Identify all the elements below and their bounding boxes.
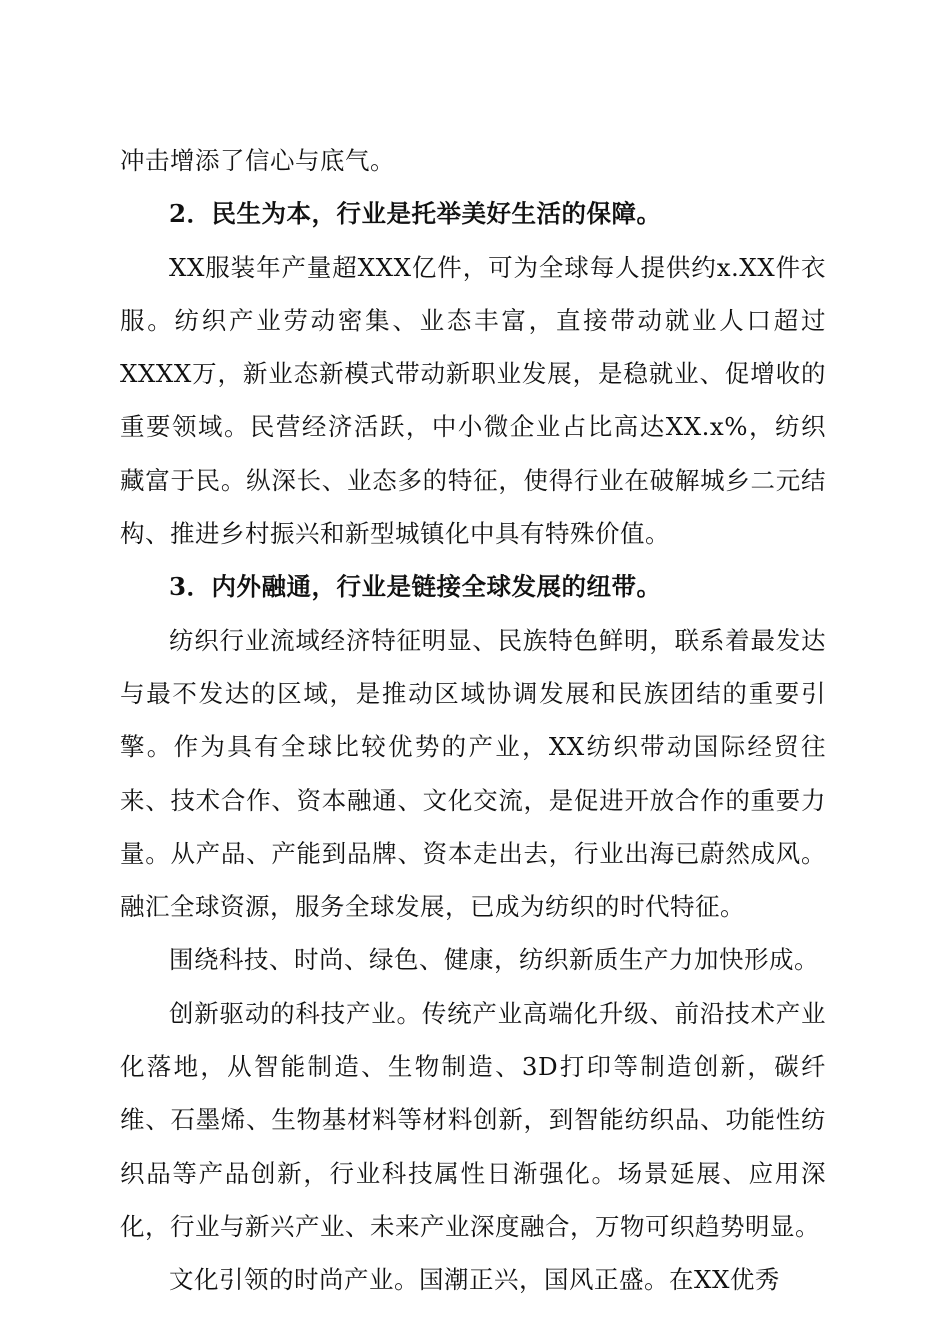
paragraph-livelihood: XX服装年产量超XXX亿件，可为全球每人提供约x.XX件衣服。纺织产业劳动密集、业态丰富，直接带动就业人口超过XXXX万，新业态新模式带动新职业发展，是稳就业、促增收的重要领域。民营经济活跃，中小微企业占比高达XX.x%，纺织藏富于民。纵深长、业态多的特征，使得行业在破解城乡二元结构、推进乡村振兴和新型城镇化中具有特殊价值。: [120, 252, 826, 549]
paragraph-productivity: 围绕科技、时尚、绿色、健康，纺织新质生产力加快形成。: [169, 945, 819, 975]
document-body: [120, 134, 826, 1307]
paragraph-fashion-industry: 文化引领的时尚产业。国潮正兴，国风正盛。在XX优秀: [169, 1265, 780, 1295]
section-heading-2: 2．民生为本，行业是托举美好生活的保障。: [169, 199, 662, 229]
paragraph-tech-industry: 创新驱动的科技产业。传统产业高端化升级、前沿技术产业化落地，从智能制造、生物制造、3D打印等制造创新，碳纤维、石墨烯、生物基材料等材料创新，到智能纺织品、功能性纺织品等产品创新，行业科技属性日渐强化。场景延展、应用深化，行业与新兴产业、未来产业深度融合，万物可织趋势明显。: [120, 998, 826, 1241]
paragraph-global-link: 纺织行业流域经济特征明显、民族特色鲜明，联系着最发达与最不发达的区域，是推动区域协调发展和民族团结的重要引擎。作为具有全球比较优势的产业，XX纺织带动国际经贸往来、技术合作、资本融通、文化交流，是促进开放合作的重要力量。从产品、产能到品牌、资本走出去，行业出海已蔚然成风。融汇全球资源，服务全球发展，已成为纺织的时代特征。: [120, 625, 826, 922]
section-heading-3: 3．内外融通，行业是链接全球发展的纽带。: [169, 572, 662, 602]
paragraph-continuation: 冲击增添了信心与底气。: [120, 146, 395, 175]
